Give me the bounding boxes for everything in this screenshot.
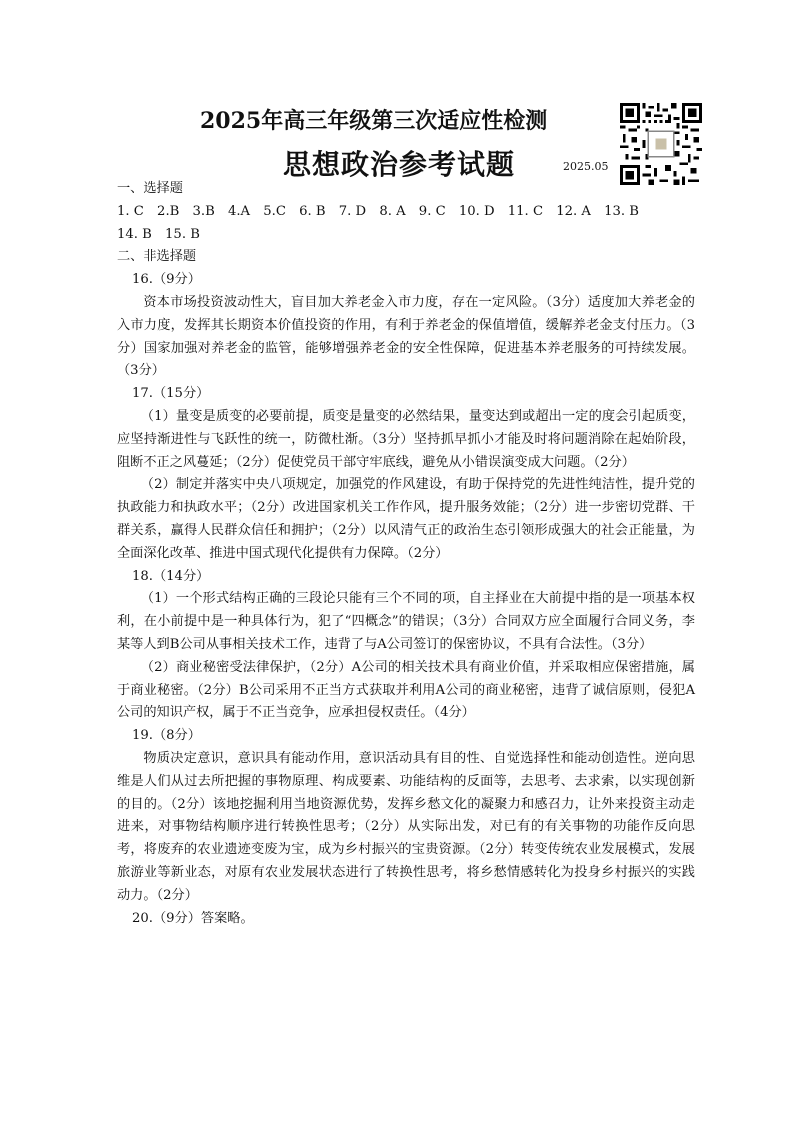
question-19-label: 19.（8分） (132, 728, 201, 744)
question-19-answer: 物质决定意识，意识具有能动作用，意识活动具有目的性、自觉选择性和能动创造性。逆向思维是人们从过去所把握的事物原理、构成要素、功能结构的反面等，去思考、去求索，以实现创新的目的。（2分）该地挖掘利用当地资源优势，发挥乡愁文化的凝聚力和感召力，让外来投资主动走进来，对事物结构顺序进行转换性思考；（2分）从实际出发，对已有的有关事物的功能作反向思考，将废弃的农业遗迹变废为宝，成为乡村振兴的宝贵资源。（2分）转变传统农业发展模式，发展旅游业等新业态，对原有农业发展状态进行了转换性思考，将乡愁情感转化为投身乡村振兴的实践动力。（2分） (117, 750, 695, 903)
question-18-part-2: （2）商业秘密受法律保护，（2分）A公司的相关技术具有商业价值，并采取相应保密措施，属于商业秘密。（2分）B公司采用不正当方式获取并利用A公司的商业秘密，违背了诚信原则，侵犯A公司的知识产权，属于不正当竞争，应承担侵权责任。（4分） (117, 659, 695, 721)
qr-code-icon (620, 103, 702, 185)
answer-key-content (117, 178, 695, 930)
question-16-answer: 资本市场投资波动性大，盲目加大养老金入市力度，存在一定风险。（3分）适度加大养老金的入市力度，发挥其长期资本价值投资的作用，有利于养老金的保值增值，缓解养老金支付压力。（3分）国家加强对养老金的监管，能够增强养老金的安全性保障，促进基本养老服务的可持续发展。（3分） (117, 294, 695, 379)
question-20: 20.（9分）答案略。 (132, 910, 254, 926)
question-17-part-1: （1）量变是质变的必要前提，质变是量变的必然结果，量变达到或超出一定的度会引起质变，应坚持渐进性与飞跃性的统一，防微杜渐。（3分）坚持抓早抓小才能及时将问题消除在起始阶段，阻断不正之风蔓延；（2分）促使党员干部守牢底线，避免从小错误演变成大问题。（2分） (117, 408, 695, 470)
exam-subtitle: 思想政治参考试题 (283, 148, 516, 181)
question-16-label: 16.（9分） (132, 272, 201, 288)
question-18-part-1: （1）一个形式结构正确的三段论只能有三个不同的项，自主择业在大前提中指的是一项基本权利，在小前提中是一种具体行为，犯了“四概念”的错误；（3分）合同双方应全面履行合同义务，李某等人到B公司从事相关技术工作，违背了与A公司签订的保密协议，不具有合法性。（3分） (117, 591, 695, 652)
exam-title: 2025年高三年级第三次适应性检测 (200, 108, 548, 134)
question-17-part-2: （2）制定并落实中央八项规定，加强党的作风建设，有助于保持党的先进性纯洁性，提升党的执政能力和执政水平；（2分）改进国家机关工作作风，提升服务效能；（2分）进一步密切党群、干群关系，赢得人民群众信任和拥护；（2分）以风清气正的政治生态引领形成强大的社会正能量，为全面深化改革、推进中国式现代化提供有力保障。（2分） (117, 477, 695, 561)
section-heading-choice: 一、选择题 (117, 181, 183, 196)
question-17-label: 17.（15分） (132, 386, 210, 402)
choice-answers-line-1: 1. C 2.B 3.B 4.A 5.C 6. B 7. D 8. A 9. C 10. D 11. C 12. A 13. B (117, 203, 639, 219)
exam-date: 2025.05 (563, 160, 609, 173)
choice-answers-line-2: 14. B 15. B (117, 226, 200, 242)
question-18-label: 18.（14分） (132, 568, 210, 584)
section-heading-nonchoice: 二、非选择题 (117, 249, 197, 265)
